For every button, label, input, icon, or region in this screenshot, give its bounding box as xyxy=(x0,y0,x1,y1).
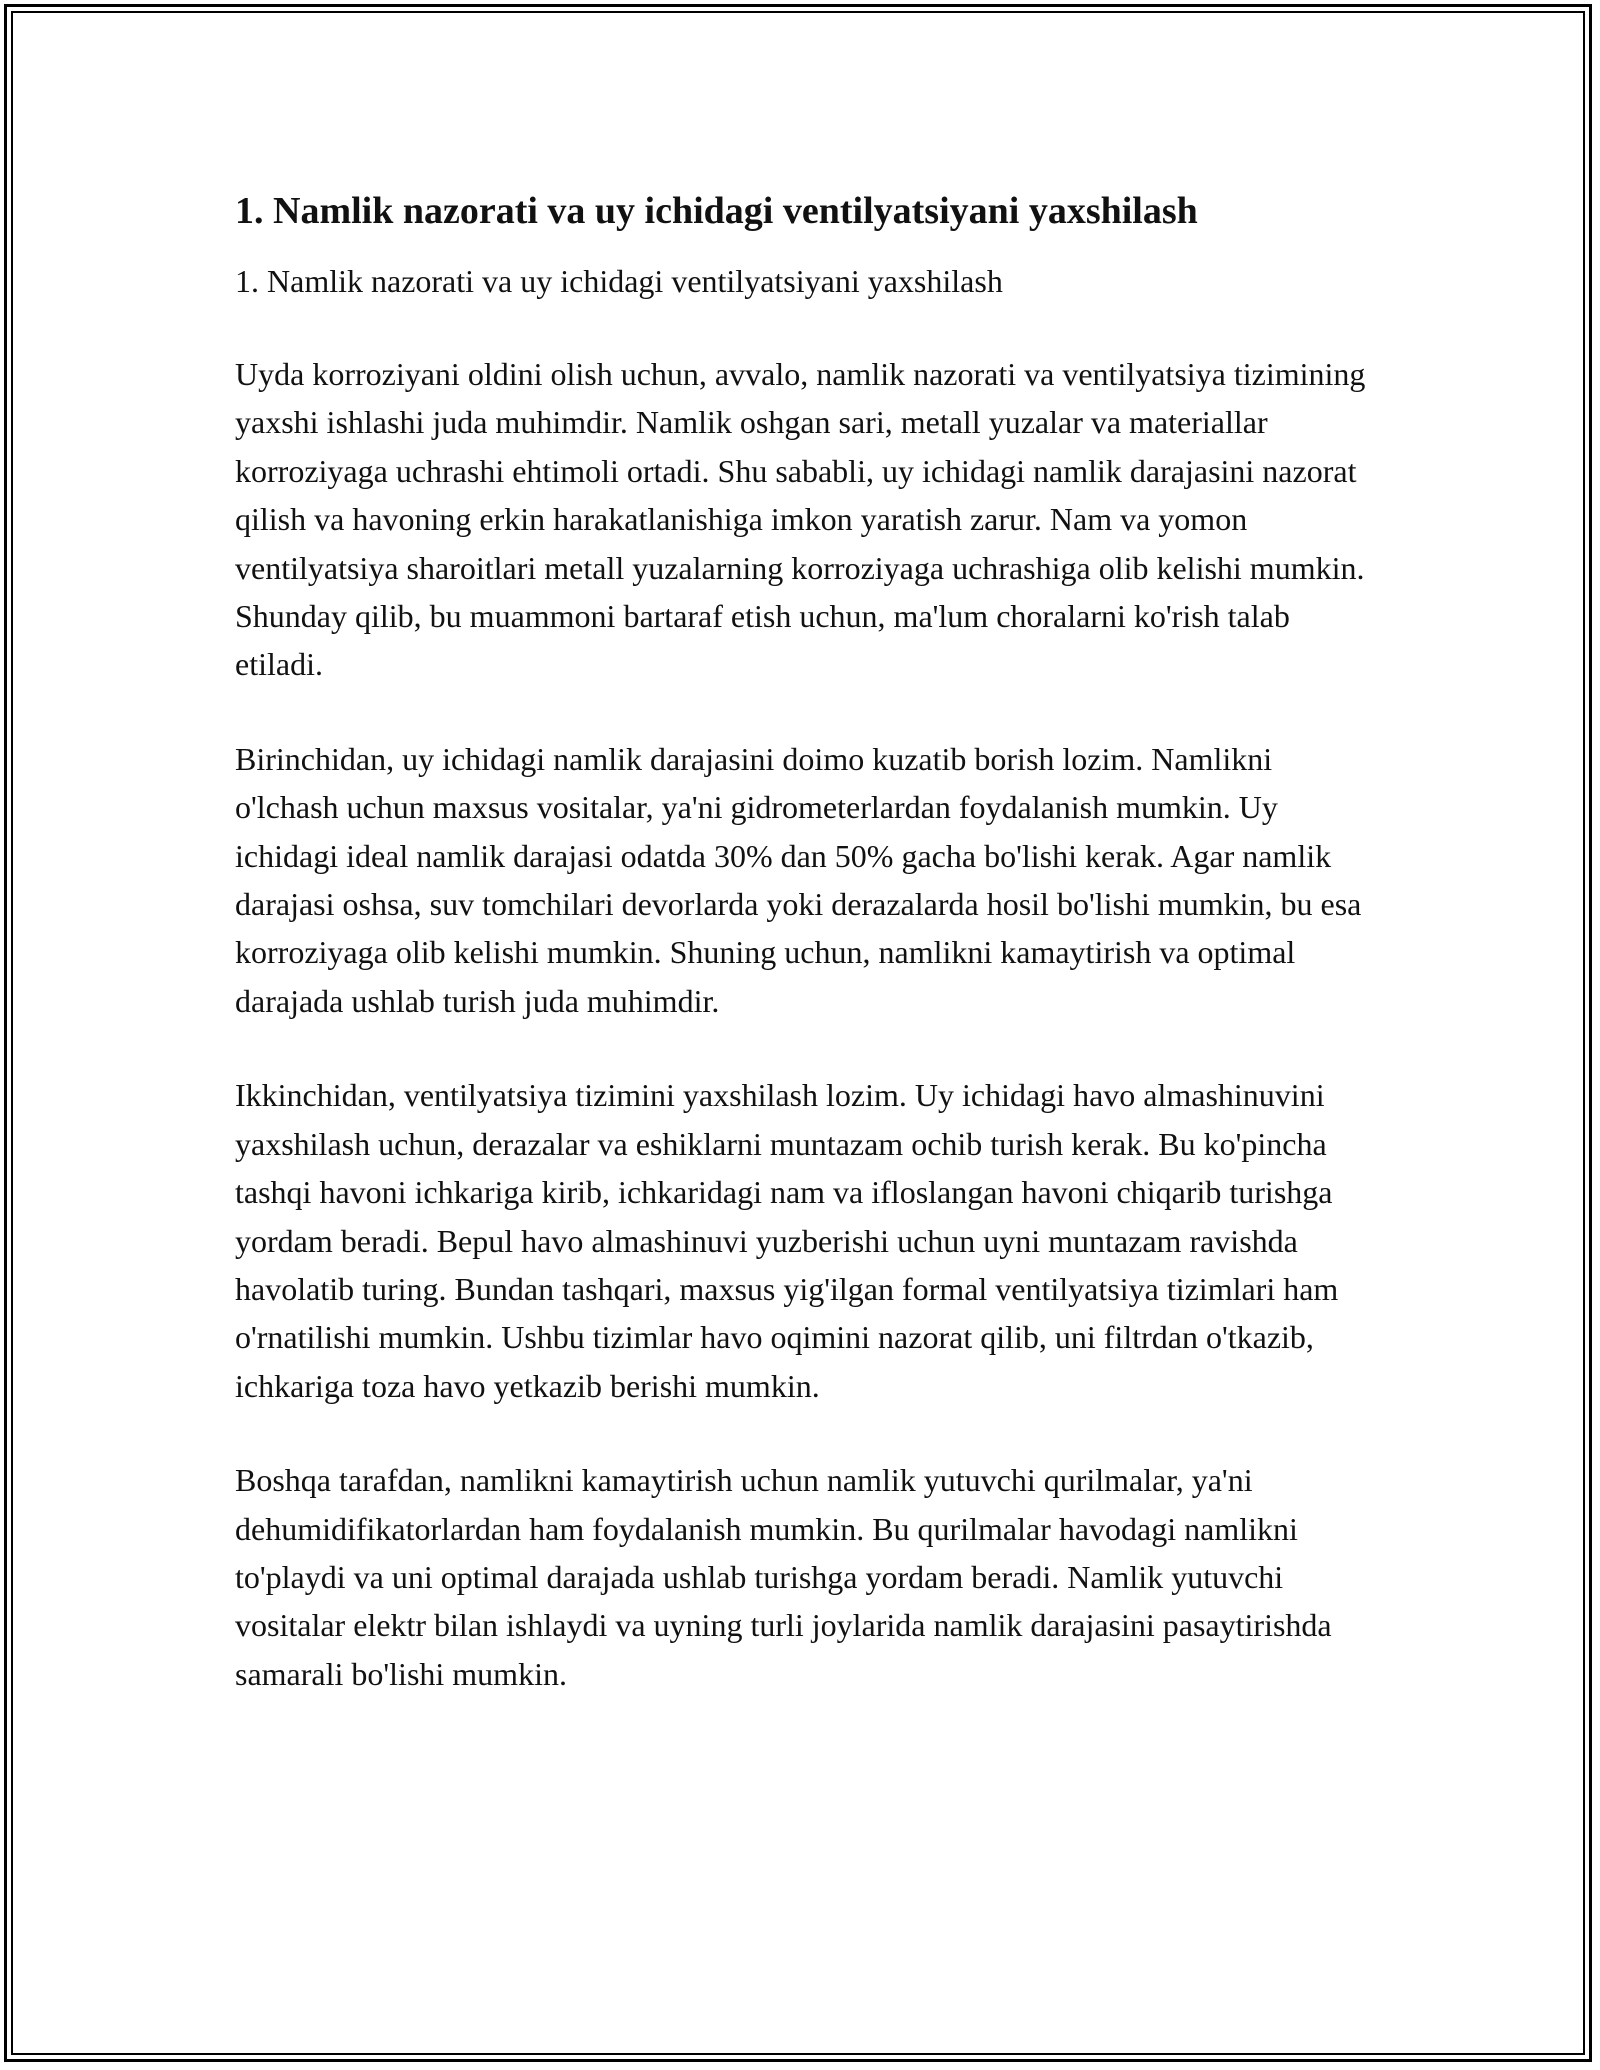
paragraph-4: Boshqa tarafdan, namlikni kamaytirish uchun namlik yutuvchi qurilmalar, ya'ni dehumidifikatorlardan ham foydalanish mumkin. Bu qurilmalar havodagi namlikni to'playdi va uni optimal darajada ushlab turishga yordam beradi. Namlik yutuvchi vositalar elektr bilan ishlaydi va uyning turli joylarida namlik darajasini pasaytirishda samarali bo'lishi mumkin. xyxy=(235,1462,1332,1692)
document-body xyxy=(235,186,1375,1698)
document-subtitle: 1. Namlik nazorati va uy ichidagi ventilyatsiyani yaxshilash xyxy=(235,263,1003,299)
paragraph-1: Uyda korroziyani oldini olish uchun, avvalo, namlik nazorati va ventilyatsiya tizimining yaxshi ishlashi juda muhimdir. Namlik oshgan sari, metall yuzalar va materiallar korroziyaga uchrashi ehtimoli ortadi. Shu sababli, uy ichidagi namlik darajasini nazorat qilish va havoning erkin harakatlanishiga imkon yaratish zarur. Nam va yomon ventilyatsiya sharoitlari metall yuzalarning korroziyaga uchrashiga olib kelishi mumkin. Shunday qilib, bu muammoni bartaraf etish uchun, ma'lum choralarni ko'rish talab etiladi. xyxy=(235,356,1366,683)
document-title: 1. Namlik nazorati va uy ichidagi ventilyatsiyani yaxshilash xyxy=(235,190,1198,232)
paragraph-3: Ikkinchidan, ventilyatsiya tizimini yaxshilash lozim. Uy ichidagi havo almashinuvini yaxshilash uchun, derazalar va eshiklarni muntazam ochib turish kerak. Bu ko'pincha tashqi havoni ichkariga kirib, ichkaridagi nam va ifloslangan havoni chiqarib turishga yordam beradi. Bepul havo almashinuvi yuzberishi uchun uyni muntazam ravishda havolatib turing. Bundan tashqari, maxsus yig'ilgan formal ventilyatsiya tizimlari ham o'rnatilishi mumkin. Ushbu tizimlar havo oqimini nazorat qilib, uni filtrdan o'tkazib, ichkariga toza havo yetkazib berishi mumkin. xyxy=(235,1077,1339,1404)
paragraph-2: Birinchidan, uy ichidagi namlik darajasini doimo kuzatib borish lozim. Namlikni o'lchash uchun maxsus vositalar, ya'ni gidrometerlardan foydalanish mumkin. Uy ichidagi ideal namlik darajasi odatda 30% dan 50% gacha bo'lishi kerak. Agar namlik darajasi oshsa, suv tomchilari devorlarda yoki derazalarda hosil bo'lishi mumkin, bu esa korroziyaga olib kelishi mumkin. Shuning uchun, namlikni kamaytirish va optimal darajada ushlab turish juda muhimdir. xyxy=(235,740,1362,1019)
